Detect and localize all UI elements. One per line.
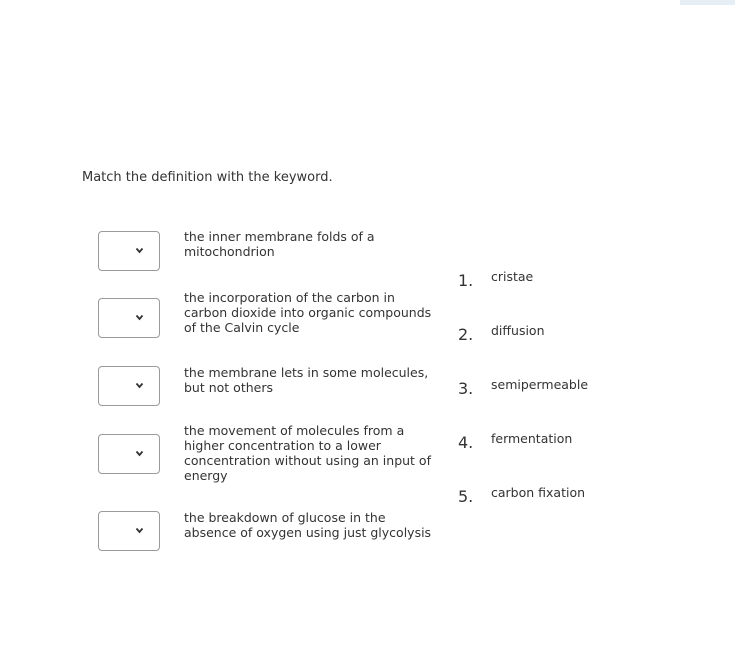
keyword-label-5: carbon fixation xyxy=(491,485,586,500)
definition-3: the membrane lets in some molecules, but not others xyxy=(184,365,429,395)
chevron-down-icon xyxy=(134,245,145,256)
match-select-2[interactable] xyxy=(98,298,160,338)
question-instruction: Match the definition with the keyword. xyxy=(82,170,333,185)
keyword-number-1: 1. xyxy=(458,271,474,290)
keyword-label-4: fermentation xyxy=(491,431,573,446)
keyword-number-3: 3. xyxy=(458,379,474,398)
chevron-down-icon xyxy=(134,312,145,323)
chevron-down-icon xyxy=(134,380,145,391)
definition-1: the inner membrane folds of a mitochondrion xyxy=(184,229,375,259)
keyword-label-2: diffusion xyxy=(491,323,545,338)
match-select-3[interactable] xyxy=(98,366,160,406)
definition-4: the movement of molecules from a higher concentration to a lower concentration without using an input of energy xyxy=(184,423,431,483)
chevron-down-icon xyxy=(134,448,145,459)
keyword-label-1: cristae xyxy=(491,269,534,284)
keyword-label-3: semipermeable xyxy=(491,377,589,392)
definition-2: the incorporation of the carbon in carbon dioxide into organic compounds of the Calvin cycle xyxy=(184,290,432,335)
keyword-number-4: 4. xyxy=(458,433,474,452)
match-select-5[interactable] xyxy=(98,511,160,551)
top-edge-strip xyxy=(680,0,735,5)
chevron-down-icon xyxy=(134,525,145,536)
match-select-1[interactable] xyxy=(98,231,160,271)
match-select-4[interactable] xyxy=(98,434,160,474)
keyword-number-5: 5. xyxy=(458,487,474,506)
definition-5: the breakdown of glucose in the absence of oxygen using just glycolysis xyxy=(184,510,432,540)
keyword-number-2: 2. xyxy=(458,325,474,344)
